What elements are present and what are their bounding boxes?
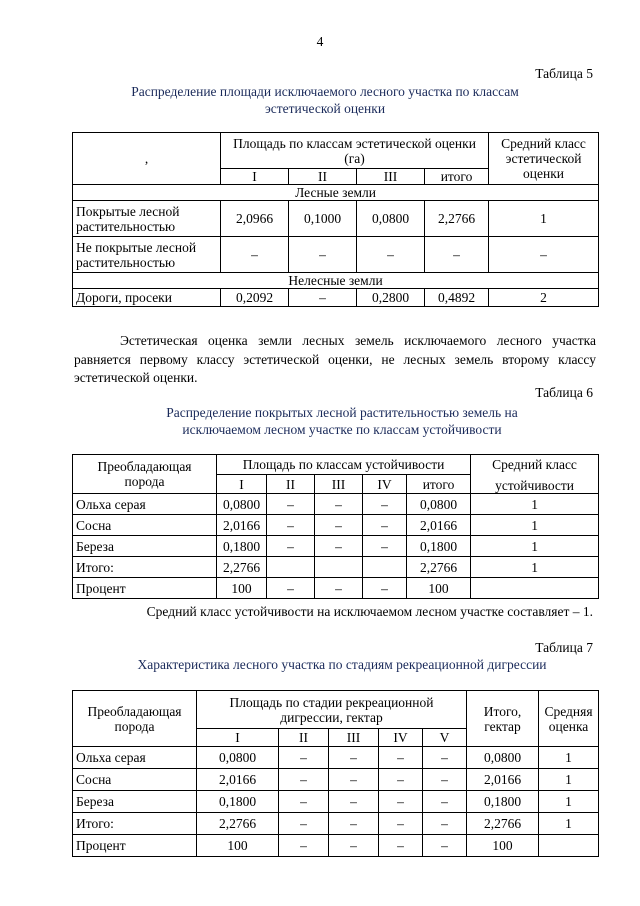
- table7: [72, 690, 599, 857]
- cell: 0,0800: [467, 747, 539, 769]
- cell: 1: [539, 747, 599, 769]
- cell: –: [267, 515, 315, 536]
- cell: –: [423, 791, 467, 813]
- cell: –: [425, 237, 489, 273]
- cell: –: [221, 237, 289, 273]
- header-area: Площадь по классам устойчивости: [217, 455, 471, 475]
- row-label: Не покрытые лесной растительностью: [73, 237, 221, 273]
- section-row: [73, 273, 599, 289]
- table-row: [73, 455, 599, 475]
- cell: 0,1000: [289, 201, 357, 237]
- cell: 2,2766: [407, 557, 471, 578]
- header-class: II: [279, 729, 329, 747]
- cell: 2,2766: [197, 813, 279, 835]
- cell: –: [329, 813, 379, 835]
- cell: –: [423, 813, 467, 835]
- header-mean: Средняя оценка: [539, 691, 599, 747]
- cell: –: [363, 536, 407, 557]
- cell: 0,0800: [197, 747, 279, 769]
- cell: 1: [489, 201, 599, 237]
- cell: –: [329, 769, 379, 791]
- page-number: 4: [316, 34, 324, 49]
- cell: –: [489, 237, 599, 273]
- cell: –: [379, 791, 423, 813]
- cell: –: [267, 578, 315, 599]
- cell: –: [315, 578, 363, 599]
- header-mean-class: Средний класс эстетической оценки: [489, 133, 599, 185]
- row-label: Итого:: [73, 557, 217, 578]
- table-row: [73, 515, 599, 536]
- table5: [72, 132, 599, 307]
- row-label: Береза: [73, 536, 217, 557]
- table-row: [73, 835, 599, 857]
- header-class: V: [423, 729, 467, 747]
- cell: 2,2766: [425, 201, 489, 237]
- row-label: Береза: [73, 791, 197, 813]
- cell: –: [379, 769, 423, 791]
- header-class: I: [197, 729, 279, 747]
- cell: [267, 557, 315, 578]
- cell: 2,2766: [467, 813, 539, 835]
- section-label: Лесные земли: [73, 185, 599, 201]
- section-row: [73, 185, 599, 201]
- cell: –: [267, 536, 315, 557]
- cell: 0,2800: [357, 289, 425, 307]
- table-row: [73, 133, 599, 169]
- cell: 0,1800: [407, 536, 471, 557]
- cell: [315, 557, 363, 578]
- row-label: Ольха серая: [73, 494, 217, 515]
- header-species: Преобладающая порода: [73, 691, 197, 747]
- cell: –: [279, 791, 329, 813]
- table-row: [73, 494, 599, 515]
- cell: 100: [467, 835, 539, 857]
- row-label: Ольха серая: [73, 747, 197, 769]
- cell: 100: [197, 835, 279, 857]
- table6-title-line1: Распределение покрытых лесной растительностью земель на: [166, 405, 518, 420]
- table5-title-line2: эстетической оценки: [264, 101, 386, 116]
- cell: –: [289, 289, 357, 307]
- cell: 0,1800: [197, 791, 279, 813]
- cell: 1: [539, 769, 599, 791]
- cell: 0,0800: [357, 201, 425, 237]
- cell: –: [329, 791, 379, 813]
- cell: 2,0966: [221, 201, 289, 237]
- header-species: Преобладающая порода: [73, 455, 217, 494]
- table5-label: Таблица 5: [535, 66, 593, 81]
- cell: –: [315, 515, 363, 536]
- table7-title: Характеристика лесного участка по стадиям рекреационной дигрессии: [137, 657, 547, 672]
- header-class: итого: [407, 475, 471, 494]
- header-class: I: [221, 169, 289, 185]
- row-label: Сосна: [73, 769, 197, 791]
- cell: 0,1800: [467, 791, 539, 813]
- cell: [363, 557, 407, 578]
- cell: 0,4892: [425, 289, 489, 307]
- cell: –: [423, 835, 467, 857]
- cell: –: [379, 835, 423, 857]
- row-label: Процент: [73, 578, 217, 599]
- table-row: [73, 289, 599, 307]
- cell: –: [279, 769, 329, 791]
- header-class: II: [289, 169, 357, 185]
- header-class: IV: [379, 729, 423, 747]
- cell: 2,0166: [197, 769, 279, 791]
- cell: [539, 835, 599, 857]
- cell: 0,0800: [407, 494, 471, 515]
- table-row: [73, 747, 599, 769]
- cell: 0,0800: [217, 494, 267, 515]
- header-class: II: [267, 475, 315, 494]
- cell: 1: [539, 791, 599, 813]
- table6-footnote: Средний класс устойчивости на исключаемом лесном участке составляет – 1.: [146, 604, 593, 619]
- table7-label: Таблица 7: [535, 640, 593, 655]
- header-class: III: [329, 729, 379, 747]
- cell: 100: [217, 578, 267, 599]
- header-mean-class: [471, 455, 599, 494]
- row-label: Покрытые лесной растительностью: [73, 201, 221, 237]
- cell: 2: [489, 289, 599, 307]
- table6: [72, 454, 599, 599]
- cell: 2,0166: [467, 769, 539, 791]
- cell: –: [363, 578, 407, 599]
- cell: –: [423, 747, 467, 769]
- cell: 100: [407, 578, 471, 599]
- table6-title-line2: исключаемом лесном участке по классам устойчивости: [182, 422, 502, 437]
- header-class: IV: [363, 475, 407, 494]
- header-area: Площадь по стадии рекреационной дигрессии, гектар: [197, 691, 467, 729]
- table-row: [73, 813, 599, 835]
- cell: –: [423, 769, 467, 791]
- cell: 1: [471, 557, 599, 578]
- cell: –: [363, 494, 407, 515]
- cell: –: [279, 813, 329, 835]
- cell: –: [329, 835, 379, 857]
- table5-title: [0, 83, 640, 117]
- cell: –: [379, 747, 423, 769]
- table-row: [73, 557, 599, 578]
- cell: 2,0166: [217, 515, 267, 536]
- cell: 1: [471, 515, 599, 536]
- paragraph: Эстетическая оценка земли лесных земель исключаемого лесного участка равняется первому классу эстетической оценки, не лесных земель второму классу эстетической оценки.: [74, 333, 596, 385]
- table6-title: [22, 404, 640, 438]
- table-row: [73, 201, 599, 237]
- row-label: Итого:: [73, 813, 197, 835]
- cell: 2,0166: [407, 515, 471, 536]
- header-class: I: [217, 475, 267, 494]
- cell: 1: [539, 813, 599, 835]
- cell: –: [267, 494, 315, 515]
- header-class: итого: [425, 169, 489, 185]
- table5-title-line1: Распределение площади исключаемого лесного участка по классам: [131, 84, 519, 99]
- cell: –: [357, 237, 425, 273]
- cell: 0,1800: [217, 536, 267, 557]
- table-row: [73, 237, 599, 273]
- table-row: [73, 691, 599, 729]
- section-label: Нелесные земли: [73, 273, 599, 289]
- cell: 1: [471, 536, 599, 557]
- table-row: [73, 578, 599, 599]
- header-total: Итого, гектар: [467, 691, 539, 747]
- cell: 1: [471, 494, 599, 515]
- table-row: [73, 791, 599, 813]
- cell: –: [279, 835, 329, 857]
- cell: 0,2092: [221, 289, 289, 307]
- header-class: III: [357, 169, 425, 185]
- cell: –: [279, 747, 329, 769]
- header-mean-line2: устойчивости: [495, 478, 575, 493]
- cell: –: [315, 536, 363, 557]
- row-label: Сосна: [73, 515, 217, 536]
- cell: 2,2766: [217, 557, 267, 578]
- header-class: III: [315, 475, 363, 494]
- table-row: [73, 769, 599, 791]
- table-row: [73, 536, 599, 557]
- cell: –: [363, 515, 407, 536]
- cell: –: [289, 237, 357, 273]
- row-label: Дороги, просеки: [73, 289, 221, 307]
- row-label: Процент: [73, 835, 197, 857]
- cell: –: [379, 813, 423, 835]
- header-blank: ,: [73, 133, 221, 185]
- table6-label: Таблица 6: [535, 385, 593, 400]
- header-area: Площадь по классам эстетической оценки (га): [221, 133, 489, 169]
- cell: –: [329, 747, 379, 769]
- cell: –: [315, 494, 363, 515]
- cell: [471, 578, 599, 599]
- header-mean-line1: Средний класс: [492, 457, 577, 472]
